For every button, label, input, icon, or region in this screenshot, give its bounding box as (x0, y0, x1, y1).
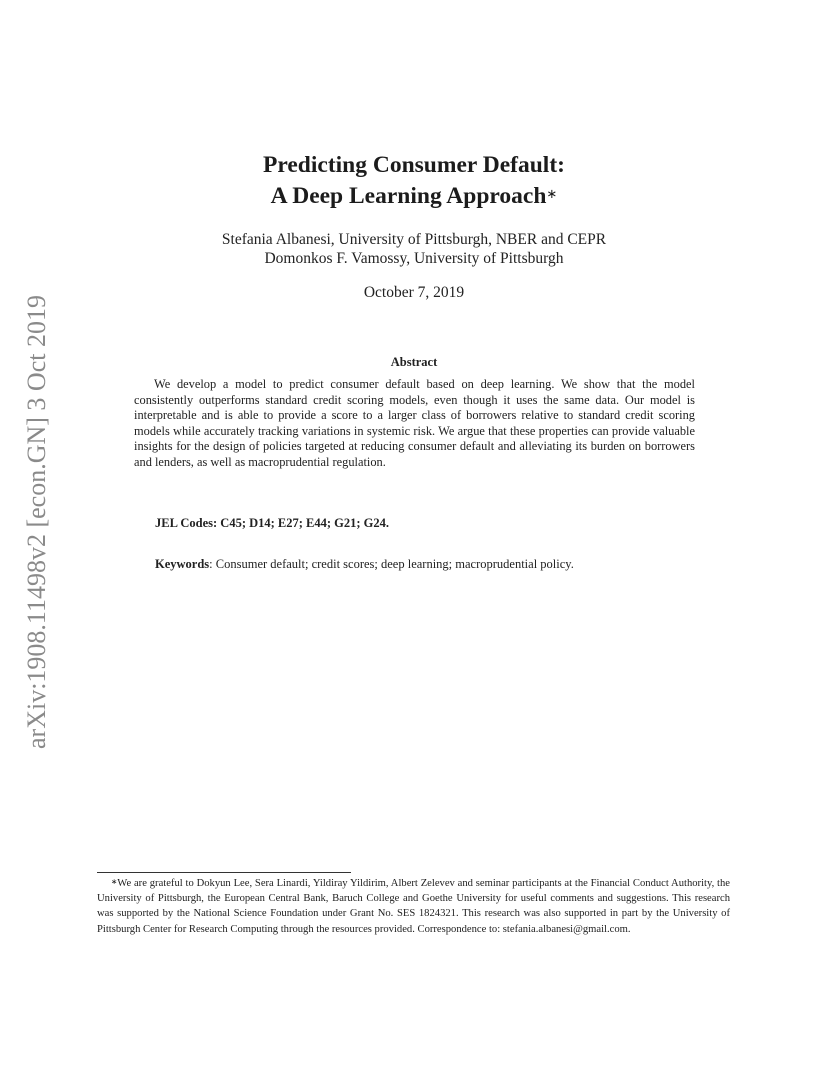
title-line-2 (0, 181, 828, 212)
paper-date: October 7, 2019 (363, 284, 465, 301)
author-1: Stefania Albanesi, University of Pittsburgh, NBER and CEPR (221, 231, 607, 248)
author-2: Domonkos F. Vamossy, University of Pittsburgh (264, 250, 564, 267)
arxiv-identifier-stamp: arXiv:1908.11498v2 [econ.GN] 3 Oct 2019 (22, 295, 51, 749)
keywords-label: Keywords (155, 557, 210, 571)
keywords-text: : Consumer default; credit scores; deep learning; macroprudential policy. (209, 557, 574, 571)
title-line-1: Predicting Consumer Default: (263, 152, 565, 178)
abstract-body: We develop a model to predict consumer default based on deep learning. We show that the model consistently outperforms standard credit scoring models, even though it uses the same data. Our model is interpretable and is able to provide a score to a larger class of borrowers relative to standard credit scoring models while accurately tracking variations in systemic risk. We argue that these properties can provide valuable insights for the design of policies targeted at reducing consumer default and alleviating its burden on borrowers and lenders, as well as macroprudential regulation. (134, 377, 695, 469)
keywords-line (155, 556, 574, 572)
author-list (0, 230, 828, 268)
footnote (97, 876, 730, 937)
title-line-2-text: A Deep Learning Approach (270, 183, 547, 209)
paper-title (0, 150, 828, 212)
footnote-text: We are grateful to Dokyun Lee, Sera Linardi, Yildiray Yildirim, Albert Zelevev and seminar participants at the Financial Conduct Authority, the University of Pittsburgh, the European Central Bank, Baruch College and Goethe University for useful comments and suggestions. This research was supported by the National Science Foundation under Grant No. SES 1824321. This research was also supported in part by the University of Pittsburgh Center for Research Computing through the resources provided. Correspondence to: stefania.albanesi@gmail.com. (97, 878, 730, 935)
footnote-mark: ∗ (111, 877, 118, 886)
abstract-heading: Abstract (390, 355, 438, 369)
jel-codes: JEL Codes: C45; D14; E27; E44; G21; G24. (155, 516, 390, 530)
title-footnote-mark: ∗ (546, 186, 558, 201)
footnote-divider (97, 872, 351, 873)
